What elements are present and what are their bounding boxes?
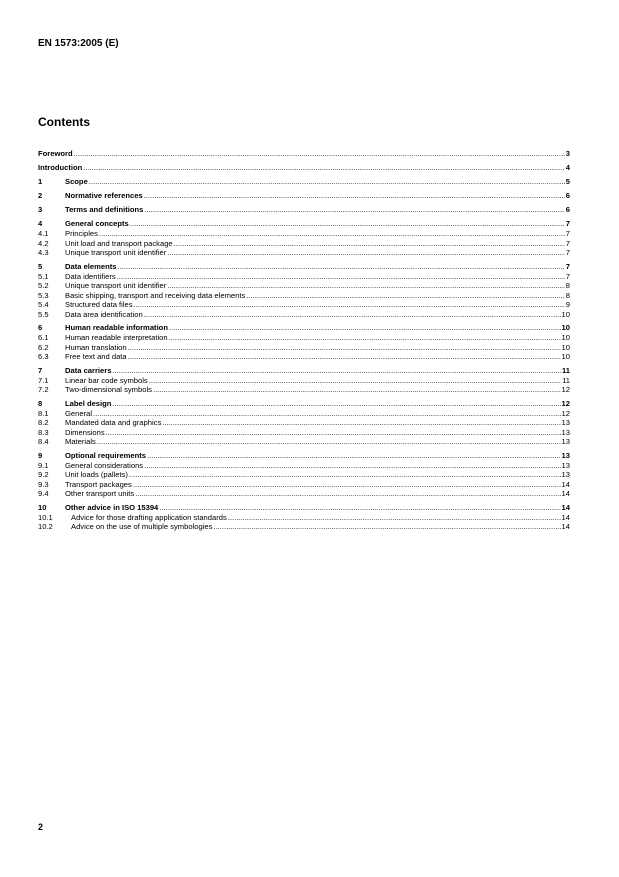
toc-dot-leader <box>133 480 561 490</box>
toc-entry-page: 13 <box>561 418 570 427</box>
toc-entry-title: Optional requirements <box>65 450 147 460</box>
toc-entry-page: 8 <box>565 290 570 300</box>
toc-entry-title: Structured data files <box>65 300 133 309</box>
toc-entry-title: Principles <box>65 229 98 238</box>
toc-entry-page: 7 <box>565 248 570 257</box>
toc-entry-title: Data identifiers <box>65 271 116 281</box>
toc-dot-leader <box>167 248 564 258</box>
toc-entry[interactable] <box>38 409 570 419</box>
toc-dot-leader <box>128 343 561 353</box>
toc-dot-leader <box>144 461 560 471</box>
toc-entry-number: 6.2 <box>38 342 49 352</box>
toc-entry-number: 8 <box>38 398 43 408</box>
toc-entry-page: 14 <box>561 489 570 498</box>
toc-entry-number: 9 <box>38 450 43 460</box>
toc-dot-leader <box>128 352 561 362</box>
toc-dot-leader <box>117 272 565 282</box>
toc-entry-title: Other advice in ISO 15394 <box>65 502 159 512</box>
toc-entry[interactable] <box>38 398 570 409</box>
toc-entry-title: Dimensions <box>65 427 105 437</box>
page-number: 2 <box>38 822 44 832</box>
toc-entry-page: 7 <box>565 229 570 238</box>
toc-dot-leader <box>153 385 561 395</box>
toc-entry-number: 6.3 <box>38 352 49 361</box>
toc-dot-leader <box>130 218 565 229</box>
toc-entry[interactable] <box>38 385 570 395</box>
toc-entry[interactable] <box>38 310 570 320</box>
toc-entry-title: Two-dimensional symbols <box>65 385 152 394</box>
toc-entry[interactable] <box>38 162 570 173</box>
toc-dot-leader <box>134 300 565 310</box>
toc-entry-number: 4.3 <box>38 248 49 257</box>
toc-entry-number: 10 <box>38 502 47 512</box>
toc-entry[interactable] <box>38 461 570 471</box>
toc-entry-page: 14 <box>561 479 570 489</box>
toc-entry-page: 11 <box>562 375 570 385</box>
toc-entry[interactable] <box>38 418 570 428</box>
toc-entry-title: Human translation <box>65 342 127 352</box>
toc-entry-number: 7.1 <box>38 375 49 385</box>
toc-entry-page: 11 <box>561 365 570 375</box>
toc-entry[interactable] <box>38 148 570 159</box>
toc-entry[interactable] <box>38 437 570 447</box>
toc-entry-page: 5 <box>565 177 570 186</box>
toc-entry-number: 4 <box>38 219 43 228</box>
toc-entry-number: 3 <box>38 205 43 214</box>
toc-entry[interactable] <box>38 333 570 343</box>
toc-entry-page: 13 <box>561 437 570 446</box>
toc-entry-page: 14 <box>561 522 570 531</box>
toc-entry-number: 5.5 <box>38 309 49 319</box>
toc-entry-number: 9.2 <box>38 470 49 479</box>
toc-entry-page: 13 <box>561 450 570 460</box>
toc-entry-page: 7 <box>565 219 570 228</box>
toc-dot-leader <box>159 502 560 513</box>
toc-entry-number: 9.4 <box>38 489 49 498</box>
toc-entry[interactable] <box>38 300 570 310</box>
toc-dot-leader <box>144 310 561 320</box>
toc-dot-leader <box>74 148 565 159</box>
toc-entry[interactable] <box>38 218 570 229</box>
toc-entry-number: 5.2 <box>38 281 49 290</box>
toc-entry-page: 13 <box>561 470 570 479</box>
toc-entry[interactable] <box>38 322 570 333</box>
toc-entry[interactable] <box>38 204 570 215</box>
toc-entry-number: 1 <box>38 177 43 186</box>
toc-entry-number: 8.4 <box>38 437 49 446</box>
toc-entry-title: Unique transport unit identifier <box>65 281 167 290</box>
toc-entry-number: 4.2 <box>38 238 49 248</box>
toc-entry-page: 10 <box>561 333 570 342</box>
toc-entry-title: Human readable information <box>65 323 168 332</box>
toc-entry-title: General considerations <box>65 460 144 470</box>
toc-entry[interactable] <box>38 522 570 532</box>
toc-entry[interactable] <box>38 272 570 282</box>
toc-dot-leader <box>149 376 561 386</box>
toc-entry[interactable] <box>38 480 570 490</box>
toc-entry-title: Advice for those drafting application standards <box>71 512 227 522</box>
toc-entry[interactable] <box>38 489 570 499</box>
toc-entry-number: 5.1 <box>38 271 49 281</box>
toc-entry-number: 9.3 <box>38 479 49 489</box>
toc-entry[interactable] <box>38 343 570 353</box>
toc-entry-page: 6 <box>565 191 570 200</box>
toc-entry-page: 6 <box>565 205 570 214</box>
toc-entry-title: Basic shipping, transport and receiving data elements <box>65 290 246 300</box>
contents-heading: Contents <box>38 115 90 129</box>
toc-entry-number: 7.2 <box>38 385 49 394</box>
toc-dot-leader <box>144 204 564 215</box>
toc-entry-title: Normative references <box>65 191 143 200</box>
toc-dot-leader <box>169 322 561 333</box>
toc-entry-title: Foreword <box>38 149 73 158</box>
toc-entry-title: Data area identification <box>65 309 143 319</box>
toc-entry-page: 12 <box>561 408 570 418</box>
toc-dot-leader <box>112 398 560 409</box>
toc-entry[interactable] <box>38 190 570 201</box>
toc-entry-number: 10.1 <box>38 512 53 522</box>
toc-entry-number: 5 <box>38 261 43 271</box>
toc-dot-leader <box>118 261 565 272</box>
toc-entry-number: 10.2 <box>38 522 53 531</box>
toc-entry-title: General <box>65 408 93 418</box>
toc-entry[interactable] <box>38 376 570 386</box>
toc-entry[interactable] <box>38 176 570 187</box>
toc-entry-title: Label design <box>65 398 112 408</box>
toc-dot-leader <box>162 418 560 428</box>
table-of-contents <box>38 148 570 532</box>
toc-entry-title: Scope <box>65 177 88 186</box>
toc-dot-leader <box>112 365 561 376</box>
toc-entry-page: 14 <box>561 502 570 512</box>
toc-entry-page: 3 <box>565 149 570 158</box>
toc-dot-leader <box>144 190 565 201</box>
toc-entry[interactable] <box>38 281 570 291</box>
toc-entry-title: Advice on the use of multiple symbologies <box>71 522 213 531</box>
toc-entry-page: 10 <box>561 309 570 319</box>
toc-entry-page: 12 <box>561 398 570 408</box>
toc-entry-number: 6.1 <box>38 333 49 342</box>
toc-entry-page: 7 <box>565 261 570 271</box>
toc-entry[interactable] <box>38 239 570 249</box>
toc-dot-leader <box>83 162 564 173</box>
toc-entry[interactable] <box>38 365 570 376</box>
toc-entry-number: 8.3 <box>38 427 49 437</box>
toc-entry[interactable] <box>38 470 570 480</box>
toc-dot-leader <box>213 522 560 532</box>
toc-entry-page: 4 <box>565 163 570 172</box>
toc-entry-title: Mandated data and graphics <box>65 418 162 427</box>
toc-entry-number: 5.3 <box>38 290 49 300</box>
toc-entry[interactable] <box>38 502 570 513</box>
toc-entry-number: 8.2 <box>38 418 49 427</box>
toc-entry[interactable] <box>38 261 570 272</box>
toc-entry[interactable] <box>38 248 570 258</box>
toc-dot-leader <box>99 229 565 239</box>
toc-entry-number: 2 <box>38 191 43 200</box>
toc-entry-page: 13 <box>561 460 570 470</box>
toc-entry-title: Unique transport unit identifier <box>65 248 167 257</box>
toc-entry-page: 14 <box>561 512 570 522</box>
toc-entry-title: Data elements <box>65 261 117 271</box>
toc-entry-title: Transport packages <box>65 479 132 489</box>
toc-entry-title: Other transport units <box>65 489 135 498</box>
toc-entry-title: General concepts <box>65 219 129 228</box>
toc-entry-page: 12 <box>561 385 570 394</box>
toc-entry-title: Materials <box>65 437 96 446</box>
toc-dot-leader <box>246 291 565 301</box>
toc-dot-leader <box>129 470 561 480</box>
toc-entry-page: 7 <box>565 238 570 248</box>
toc-entry-number: 6 <box>38 323 43 332</box>
toc-entry[interactable] <box>38 229 570 239</box>
toc-entry-title: Human readable interpretation <box>65 333 168 342</box>
toc-entry-number: 5.4 <box>38 300 49 309</box>
toc-entry-number: 9.1 <box>38 460 49 470</box>
toc-dot-leader <box>106 428 561 438</box>
toc-dot-leader <box>147 450 561 461</box>
toc-entry[interactable] <box>38 291 570 301</box>
toc-entry-title: Free text and data <box>65 352 127 361</box>
toc-entry-title: Linear bar code symbols <box>65 375 148 385</box>
toc-entry-number: 8.1 <box>38 408 49 418</box>
toc-entry-title: Terms and definitions <box>65 205 144 214</box>
toc-entry[interactable] <box>38 450 570 461</box>
toc-dot-leader <box>167 281 564 291</box>
toc-dot-leader <box>93 409 561 419</box>
toc-dot-leader <box>169 333 561 343</box>
toc-entry-title: Unit loads (pallets) <box>65 470 128 479</box>
toc-dot-leader <box>135 489 560 499</box>
toc-entry-title: Introduction <box>38 163 83 172</box>
document-id: EN 1573:2005 (E) <box>38 38 119 49</box>
toc-entry-number: 7 <box>38 365 43 375</box>
toc-dot-leader <box>174 239 565 249</box>
toc-entry[interactable] <box>38 513 570 523</box>
toc-entry-page: 8 <box>565 281 570 290</box>
toc-entry-number: 4.1 <box>38 229 49 238</box>
toc-entry-title: Data carriers <box>65 365 112 375</box>
toc-entry-page: 10 <box>561 323 570 332</box>
toc-entry-page: 7 <box>565 271 570 281</box>
toc-entry[interactable] <box>38 428 570 438</box>
toc-dot-leader <box>89 176 565 187</box>
toc-entry-page: 10 <box>561 342 570 352</box>
toc-entry-page: 10 <box>561 352 570 361</box>
toc-entry-page: 9 <box>565 300 570 309</box>
toc-entry-page: 13 <box>561 427 570 437</box>
toc-entry-title: Unit load and transport package <box>65 238 173 248</box>
toc-dot-leader <box>97 437 561 447</box>
toc-entry[interactable] <box>38 352 570 362</box>
toc-dot-leader <box>228 513 561 523</box>
